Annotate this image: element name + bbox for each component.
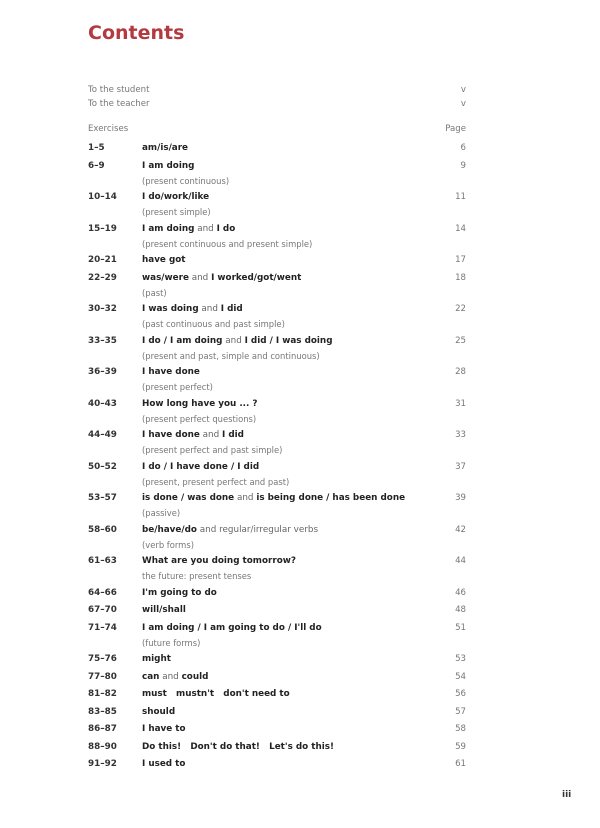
entry-page: 31 — [455, 398, 466, 409]
entry-title — [142, 189, 426, 205]
entry-page: 17 — [455, 255, 466, 265]
exercise-range: 83–85 — [88, 706, 117, 717]
entry-title — [142, 553, 426, 569]
exercise-range: 64–66 — [88, 587, 117, 598]
entry-title — [142, 602, 426, 618]
entry-page: 51 — [455, 622, 466, 633]
entry-page: 48 — [455, 605, 466, 615]
entry-title-bold: I do/work/like — [142, 192, 210, 202]
front-matter-page: v — [460, 99, 466, 109]
entry-body — [142, 301, 426, 331]
entry-title — [142, 620, 426, 636]
contents-entry[interactable] — [88, 651, 466, 667]
entry-body — [142, 252, 426, 268]
entry-page: 11 — [455, 192, 466, 202]
entry-title-bold: have got — [142, 255, 186, 265]
exercise-range: 1–5 — [88, 143, 105, 153]
contents-entry[interactable] — [88, 140, 466, 156]
entry-title-bold: might — [142, 654, 171, 664]
entry-title-connector: and — [194, 223, 217, 234]
exercise-range: 81–82 — [88, 689, 117, 699]
contents-entry[interactable] — [88, 158, 466, 188]
entry-title — [142, 221, 426, 237]
exercise-range: 30–32 — [88, 304, 117, 314]
front-matter-item[interactable] — [88, 83, 466, 97]
entry-subtitle: (present simple) — [142, 207, 211, 217]
entry-body — [142, 459, 426, 489]
exercise-range: 91–92 — [88, 759, 117, 769]
entry-title-bold: can — [142, 671, 160, 682]
entry-title-connector: and — [222, 335, 245, 346]
entry-title-bold: be/have/do — [142, 524, 197, 535]
entry-page: 54 — [455, 671, 466, 682]
front-matter-label: To the student — [88, 85, 150, 95]
page-header: Page — [445, 124, 466, 134]
exercise-range: 71–74 — [88, 622, 117, 633]
entry-subtitle: (present perfect questions) — [142, 413, 257, 424]
entry-page: 53 — [455, 654, 466, 664]
entry-page: 61 — [455, 759, 466, 769]
exercise-range: 36–39 — [88, 367, 117, 377]
entry-title-bold: I did — [220, 304, 243, 314]
entry-body — [142, 620, 426, 650]
exercise-range: 15–19 — [88, 223, 117, 234]
entry-body — [142, 585, 426, 601]
entry-title-bold: I do / I am doing — [142, 335, 223, 346]
exercise-range: 33–35 — [88, 335, 117, 346]
entry-title — [142, 252, 426, 268]
exercise-range: 75–76 — [88, 654, 117, 664]
exercise-range: 10–14 — [88, 192, 117, 202]
entry-page: 9 — [460, 160, 466, 171]
contents-entry[interactable] — [88, 620, 466, 650]
exercise-range: 40–43 — [88, 398, 117, 409]
entry-body — [142, 189, 426, 219]
entry-title — [142, 333, 426, 349]
contents-entry[interactable] — [88, 704, 466, 720]
contents-entry[interactable] — [88, 270, 466, 300]
entry-page: 39 — [455, 493, 466, 503]
entry-page: 42 — [455, 524, 466, 535]
page-title: Contents — [88, 22, 185, 44]
contents-entry[interactable] — [88, 189, 466, 219]
entry-page: 28 — [455, 367, 466, 377]
entry-page: 58 — [455, 724, 466, 734]
front-matter-label: To the teacher — [88, 99, 150, 109]
entry-body — [142, 651, 426, 667]
entry-title — [142, 704, 426, 720]
entry-title-bold: I am doing / I am going to do / I'll do — [142, 622, 322, 633]
exercise-range: 61–63 — [88, 556, 117, 566]
contents-entry[interactable] — [88, 221, 466, 251]
entry-body — [142, 490, 426, 520]
entry-title-connector: and — [199, 430, 223, 440]
entry-body — [142, 704, 426, 720]
entry-title — [142, 301, 426, 317]
entry-title-bold: will/shall — [142, 605, 186, 615]
contents-entry[interactable] — [88, 364, 466, 394]
entry-title-bold: I did / I was doing — [244, 335, 333, 346]
entry-page: 14 — [455, 223, 466, 234]
page-number: iii — [562, 790, 572, 800]
entry-title — [142, 756, 426, 772]
entry-body — [142, 669, 426, 685]
entry-body — [142, 721, 426, 737]
exercise-range: 67–70 — [88, 605, 117, 615]
entry-subtitle: (past) — [142, 287, 167, 298]
contents-entry[interactable] — [88, 252, 466, 268]
entry-subtitle: (verb forms) — [142, 539, 194, 550]
entry-title — [142, 739, 426, 755]
contents-entry[interactable] — [88, 301, 466, 331]
entry-subtitle: (future forms) — [142, 637, 201, 648]
entry-title-bold: I have done — [142, 430, 200, 440]
contents-entry[interactable] — [88, 333, 466, 363]
entry-title-bold: should — [142, 706, 176, 717]
contents-entry[interactable] — [88, 553, 466, 583]
entry-title-bold: am/is/are — [142, 143, 189, 153]
entry-title — [142, 427, 426, 443]
contents-entry[interactable] — [88, 686, 466, 702]
entry-title — [142, 158, 426, 174]
exercises-header: Exercises — [88, 124, 129, 134]
entry-title-connector: and — [234, 493, 257, 503]
entry-title — [142, 490, 426, 506]
entry-title-bold: I am doing — [142, 223, 195, 234]
entry-subtitle: the future: present tenses — [142, 571, 252, 581]
front-matter-list — [88, 83, 466, 111]
entry-title-bold: I am doing — [142, 160, 195, 171]
entry-body — [142, 553, 426, 583]
entry-body — [142, 364, 426, 394]
entry-body — [142, 739, 426, 755]
front-matter-item[interactable] — [88, 97, 466, 111]
entry-title — [142, 140, 426, 156]
contents-entry[interactable] — [88, 756, 466, 772]
entry-title-bold: I have to — [142, 724, 186, 734]
exercise-range: 53–57 — [88, 493, 117, 503]
exercise-range: 22–29 — [88, 272, 117, 283]
entry-title-bold: I'm going to do — [142, 587, 217, 598]
entry-title-bold: I did — [222, 430, 244, 440]
entry-title-bold: I used to — [142, 759, 186, 769]
entry-subtitle: (present perfect and past simple) — [142, 445, 283, 455]
exercise-range: 20–21 — [88, 255, 117, 265]
entry-title-bold: I worked/got/went — [211, 272, 302, 283]
entry-body — [142, 427, 426, 457]
entry-subtitle: (past continuous and past simple) — [142, 319, 285, 329]
entry-subtitle: (present, present perfect and past) — [142, 476, 290, 487]
entry-title-bold: is being done / has been done — [256, 493, 406, 503]
entry-page: 37 — [455, 461, 466, 472]
entry-title — [142, 721, 426, 737]
entry-subtitle: (passive) — [142, 508, 181, 518]
contents-entry[interactable] — [88, 427, 466, 457]
contents-entry[interactable] — [88, 721, 466, 737]
entry-page: 18 — [455, 272, 466, 283]
contents-entry[interactable] — [88, 490, 466, 520]
front-matter-page: v — [460, 85, 466, 95]
entry-page: 59 — [455, 741, 466, 752]
entry-body — [142, 158, 426, 188]
entry-page: 46 — [455, 587, 466, 598]
entry-title-bold: I do — [216, 223, 236, 234]
entry-title-connector: and — [198, 304, 221, 314]
entry-title-bold: I do / I have done / I did — [142, 461, 260, 472]
entry-title-bold: could — [181, 671, 209, 682]
entry-title-bold: I was doing — [142, 304, 199, 314]
exercise-range: 88–90 — [88, 741, 117, 752]
entry-title-connector: and regular/irregular verbs — [196, 524, 319, 535]
entry-page: 25 — [455, 335, 466, 346]
entry-body — [142, 522, 426, 552]
entry-title-bold: is done / was done — [142, 493, 235, 503]
exercise-range: 50–52 — [88, 461, 117, 472]
entry-title — [142, 651, 426, 667]
entry-subtitle: (present continuous and present simple) — [142, 238, 313, 249]
entry-body — [142, 333, 426, 363]
entry-page: 33 — [455, 430, 466, 440]
column-headers — [88, 124, 466, 134]
entry-body — [142, 270, 426, 300]
contents-entry[interactable] — [88, 602, 466, 618]
entry-body — [142, 396, 426, 426]
contents-entry[interactable] — [88, 459, 466, 489]
entry-subtitle: (present perfect) — [142, 382, 213, 392]
entry-page: 56 — [455, 689, 466, 699]
entry-title — [142, 686, 426, 702]
entry-body — [142, 686, 426, 702]
entry-title-bold: must mustn't don't need to — [142, 689, 290, 699]
exercise-range: 77–80 — [88, 671, 117, 682]
entry-title — [142, 585, 426, 601]
entry-body — [142, 756, 426, 772]
contents-entry[interactable] — [88, 522, 466, 552]
entry-body — [142, 602, 426, 618]
exercise-range: 86–87 — [88, 724, 117, 734]
contents-entry[interactable] — [88, 396, 466, 426]
entry-subtitle: (present and past, simple and continuous) — [142, 350, 320, 361]
contents-list — [88, 140, 466, 774]
entry-subtitle: (present continuous) — [142, 175, 230, 186]
entry-title-connector: and — [188, 272, 212, 283]
entry-title — [142, 459, 426, 475]
entry-title-bold: I have done — [142, 367, 200, 377]
entry-page: 57 — [455, 706, 466, 717]
entry-body — [142, 140, 426, 156]
entry-title-bold: How long have you ... ? — [142, 398, 258, 409]
entry-page: 44 — [455, 556, 466, 566]
entry-title-bold: Do this! Don't do that! Let's do this! — [142, 741, 335, 752]
exercise-range: 6–9 — [88, 160, 105, 171]
contents-entry[interactable] — [88, 669, 466, 685]
contents-entry[interactable] — [88, 585, 466, 601]
entry-page: 6 — [460, 143, 466, 153]
entry-title — [142, 396, 426, 412]
entry-title-connector: and — [159, 671, 182, 682]
entry-title-bold: was/were — [142, 272, 189, 283]
entry-title — [142, 364, 426, 380]
entry-title-bold: What are you doing tomorrow? — [142, 556, 296, 566]
entry-page: 22 — [455, 304, 466, 314]
contents-entry[interactable] — [88, 739, 466, 755]
entry-body — [142, 221, 426, 251]
exercise-range: 44–49 — [88, 430, 117, 440]
entry-title — [142, 270, 426, 286]
entry-title — [142, 669, 426, 685]
entry-title — [142, 522, 426, 538]
exercise-range: 58–60 — [88, 524, 117, 535]
